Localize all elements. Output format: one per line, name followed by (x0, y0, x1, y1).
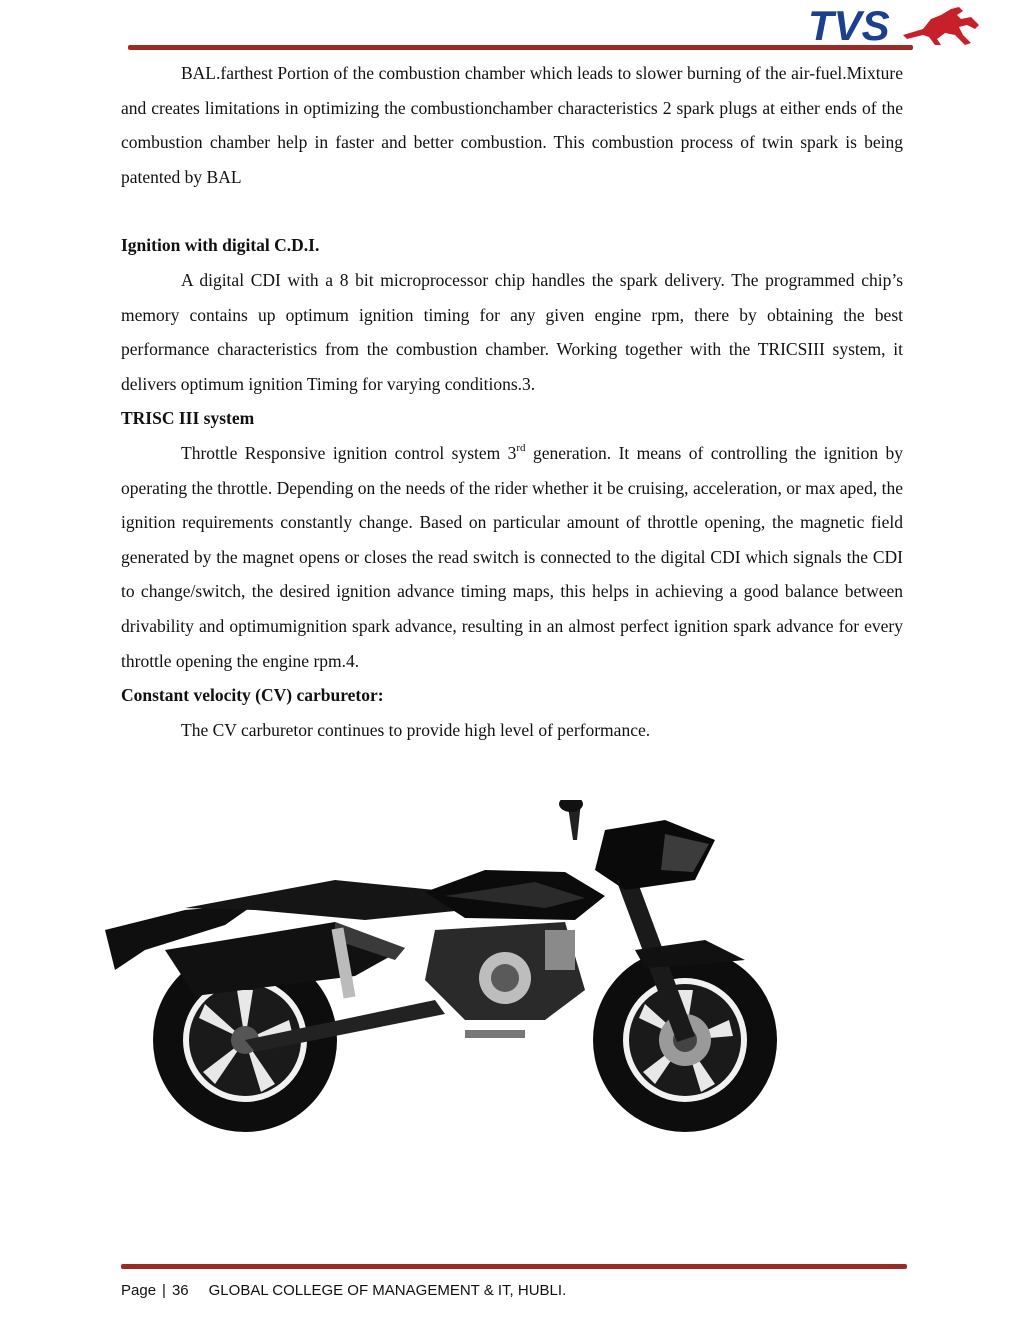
paragraph-digital-cdi: A digital CDI with a 8 bit microprocessor chip handles the spark delivery. The programmed chip’s memory contains up optimum ignition timing for any given engine rpm, there by obtaining the best performance characteristics from the combustion chamber. Working together with the TRICSIII system, it delivers optimum ignition Timing for varying conditions.3. (121, 269, 903, 394)
horse-logo-icon (901, 5, 981, 47)
header-rule (128, 45, 913, 50)
page-footer (121, 1282, 566, 1299)
motorcycle-image (105, 800, 825, 1145)
heading-trisc-iii: TRISC III system (121, 408, 255, 429)
footer-separator: | (162, 1282, 166, 1299)
page-label: Page (121, 1282, 157, 1299)
superscript-rd: rd (516, 441, 526, 454)
paragraph-trisc-iii (121, 436, 903, 678)
paragraph-cv-carburetor: The CV carburetor continues to provide high level of performance. (181, 719, 651, 740)
heading-digital-cdi: Ignition with digital C.D.I. (121, 235, 320, 256)
trisc-text-rest: generation. It means of controlling the ignition by operating the throttle. Depending on the needs of the rider whether it be cruising, acceleration, or max aped, the ignition requirements constantly change. Based on particular amount of throttle opening, the magnetic field generated by the magnet opens or closes the read switch is connected to the digital CDI which signals the CDI to change/switch, the desired ignition advance timing maps, this helps in achieving a good balance between drivability and optimumignition spark advance, resulting in an almost perfect ignition spark advance for every throttle opening the engine rpm.4. (121, 442, 903, 671)
trisc-text-start: Throttle Responsive ignition control system 3 (181, 442, 517, 463)
front-wheel (593, 948, 777, 1132)
logo-text: TVS (808, 2, 890, 49)
page-number: 36 (171, 1282, 189, 1299)
tvs-logo (808, 2, 978, 50)
footer-rule (121, 1264, 907, 1269)
spacer (121, 194, 903, 228)
college-name: GLOBAL COLLEGE OF MANAGEMENT & IT, HUBLI. (208, 1282, 567, 1299)
paragraph-twin-spark: BAL.farthest Portion of the combustion chamber which leads to slower burning of the air-fuel.Mixture and creates limitations in optimizing the combustionchamber characteristics 2 spark plugs at either ends of the combustion chamber help in faster and better combustion. This combustion process of twin spark is being patented by BAL (121, 63, 903, 187)
document-body (121, 56, 903, 747)
heading-cv-carburetor: Constant velocity (CV) carburetor: (121, 685, 384, 706)
